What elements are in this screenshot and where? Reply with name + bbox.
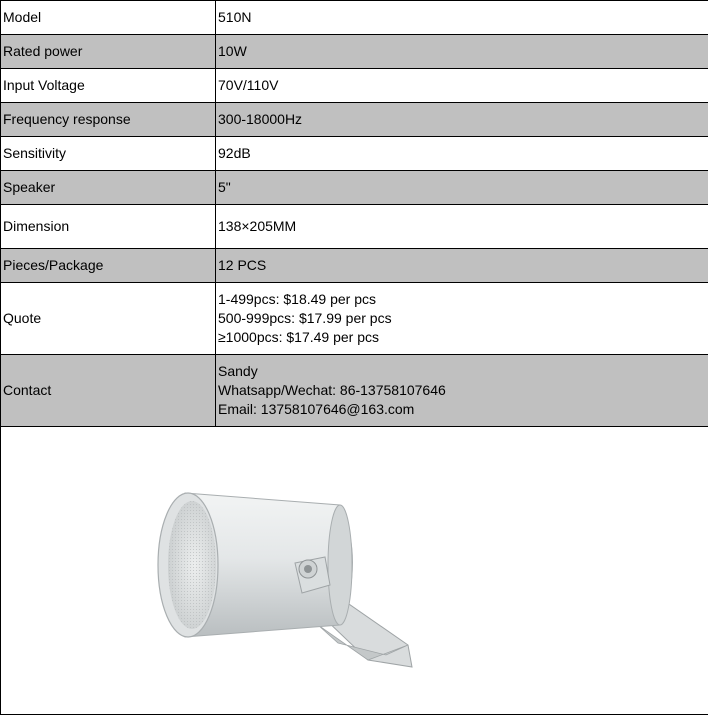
value-speaker: 5" (216, 171, 708, 205)
row-sensitivity (1, 137, 708, 171)
value-contact (216, 355, 708, 427)
wall-mount-speaker-icon (150, 485, 420, 675)
label-rated-power: Rated power (1, 35, 216, 69)
label-dimension: Dimension (1, 205, 216, 249)
row-dimension (1, 205, 708, 249)
row-input-voltage (1, 69, 708, 103)
row-rated-power (1, 35, 708, 69)
row-speaker (1, 171, 708, 205)
value-frequency-response: 300-18000Hz (216, 103, 708, 137)
label-quote: Quote (1, 283, 216, 355)
label-frequency-response: Frequency response (1, 103, 216, 137)
label-sensitivity: Sensitivity (1, 137, 216, 171)
label-model: Model (1, 1, 216, 35)
row-quote (1, 283, 708, 355)
quote-line: 1-499pcs: $18.49 per pcs (218, 291, 376, 307)
value-rated-power: 10W (216, 35, 708, 69)
value-pieces-package: 12 PCS (216, 249, 708, 283)
row-model (1, 1, 708, 35)
value-sensitivity: 92dB (216, 137, 708, 171)
contact-name: Sandy (218, 363, 258, 379)
label-pieces-package: Pieces/Package (1, 249, 216, 283)
value-input-voltage: 70V/110V (216, 69, 708, 103)
value-dimension: 138×205MM (216, 205, 708, 249)
value-model: 510N (216, 1, 708, 35)
value-quote (216, 283, 708, 355)
quote-line: ≥1000pcs: $17.49 per pcs (218, 329, 380, 345)
label-speaker: Speaker (1, 171, 216, 205)
row-frequency-response (1, 103, 708, 137)
row-pieces-package (1, 249, 708, 283)
quote-line: 500-999pcs: $17.99 per pcs (218, 310, 392, 326)
label-input-voltage: Input Voltage (1, 69, 216, 103)
contact-phone: Whatsapp/Wechat: 86-13758107646 (218, 382, 446, 398)
label-contact: Contact (1, 355, 216, 427)
contact-email: Email: 13758107646@163.com (218, 401, 415, 417)
row-contact (1, 355, 708, 427)
